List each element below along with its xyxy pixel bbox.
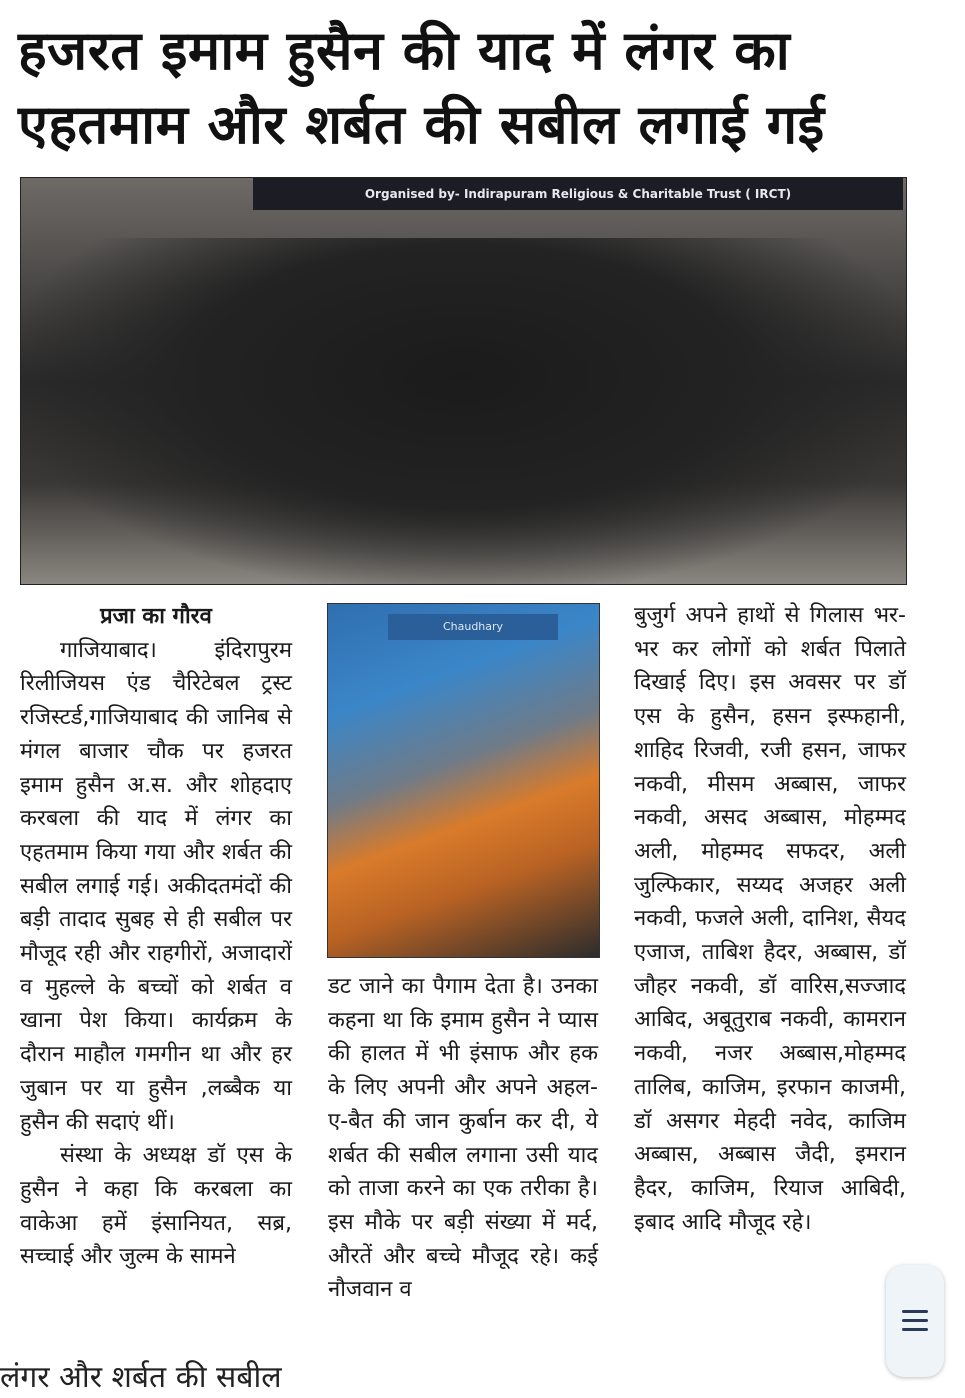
event-banner: Organised by- Indirapuram Religious & Charitable Trust ( IRCT) (253, 178, 903, 210)
inset-photo (327, 603, 600, 958)
hamburger-menu-icon (902, 1310, 928, 1332)
group-of-people (21, 238, 906, 584)
main-photo (20, 177, 907, 585)
article-paragraph: डट जाने का पैगाम देता है। उनका कहना था कि इमाम हुसैन ने प्यास की हालत में भी इंसाफ और हक के लिए अपनी और अपने अहल-ए-बैत की जान कुर्बान कर दी, ये शर्बत की सबील लगाना उसी याद को ताजा करने का एक तरीका है। इस मौके पर बड़ी संख्या में मर्द, औरतें और बच्चे मौजूद रहे। कई नौजवान व (328, 974, 598, 1303)
article-column-1 (20, 600, 292, 1274)
article-paragraph: बुजुर्ग अपने हाथों से गिलास भर-भर कर लोगों को शर्बत पिलाते दिखाई दिए। इस अवसर पर डॉ एस के हुसैन, हसन इस्फहानी, शाहिद रिजवी, रजी हसन, जाफर नकवी, मीसम अब्बास, जाफर नकवी, असद अब्बास, मोहम्मद अली, मोहम्मद सफदर, अली जुल्फिकार, सय्यद अजहर अली नकवी, फजले अली, दानिश, सैयद एजाज, ताबिश हैदर, अब्बास, डॉ जौहर नकवी, डॉ वारिस,सज्जाद आबिद, अबूतुराब नकवी, कामरान नकवी, नजर अब्बास,मोहम्मद तालिब, काजिम, इरफान काजमी, डॉ असगर मेहदी नवेद, काजिम अब्बास, अब्बास जैदी, इमरान हैदर, काजिम, रियाज आबिदी, इबाद आदि मौजूद रहे। (634, 603, 906, 1235)
next-headline-cutoff: लंगर और शर्बत की सबील (0, 1360, 282, 1395)
article-column-3 (634, 599, 906, 1239)
byline: प्रजा का गौरव (100, 604, 212, 629)
article-paragraph: संस्था के अध्यक्ष डॉ एस के हुसैन ने कहा कि करबला का वाकेआ हमें इंसानियत, सब्र, सच्चाई और जुल्म के सामने (20, 1143, 292, 1270)
article-column-2 (328, 970, 598, 1307)
headline: हजरत इमाम हुसैन की याद में लंगर का एहतमाम और शर्बत की सबील लगाई गई (18, 19, 825, 156)
menu-button[interactable] (886, 1265, 944, 1377)
article-paragraph: गाजियाबाद। इंदिरापुरम रिलीजियस एंड चैरिटेबल ट्रस्ट रजिस्टर्ड,गाजियाबाद की जानिब से मंगल बाजार चौक पर हजरत इमाम हुसैन अ.स. और शोहदाए करबला की याद में लंगर का एहतमाम किया गया और शर्बत की सबील लगाई गई। अकीदतमंदों की बड़ी तादाद सुबह से ही सबील पर मौजूद रही और राहगीरों, अजादारों व मुहल्ले के बच्चों को शर्बत व खाना पेश किया। कार्यक्रम के दौरान माहौल गमगीन था और हर जुबान पर या हुसैन ,लब्बैक या हुसैन की सदाएं थीं। (20, 637, 292, 1135)
rickshaw-sign: Chaudhary (388, 614, 558, 640)
